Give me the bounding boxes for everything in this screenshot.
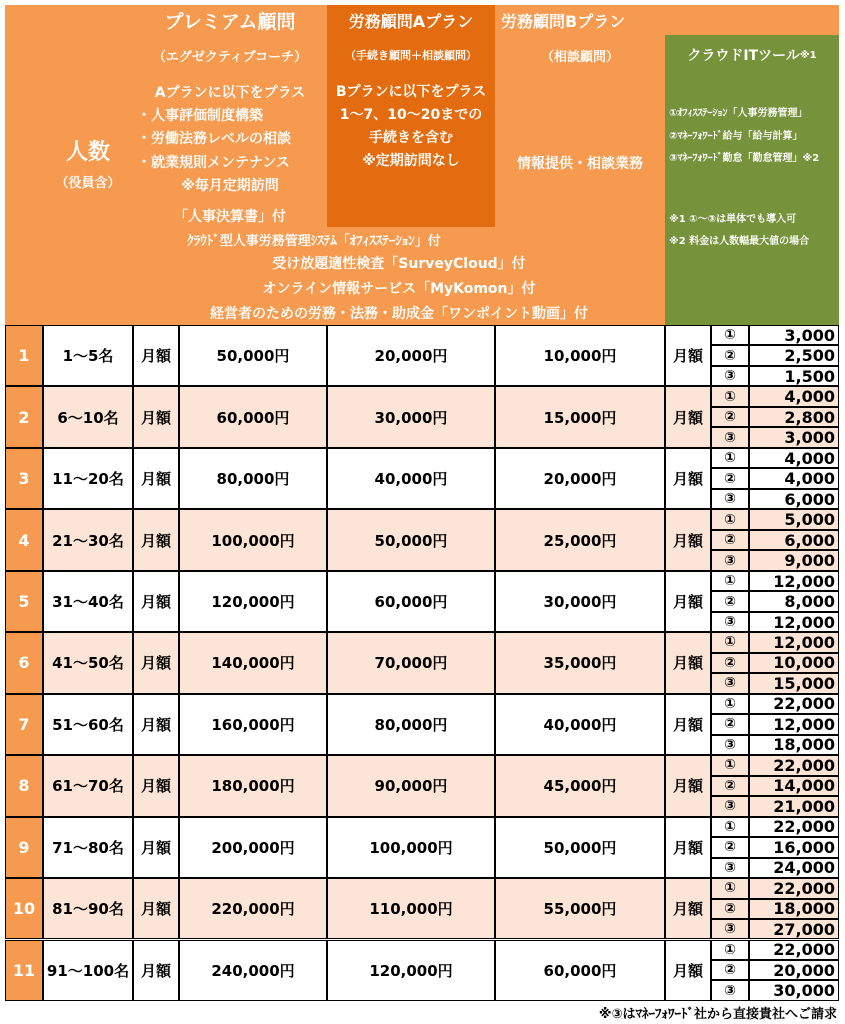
premium-price: 80,000円 bbox=[179, 448, 327, 509]
monthly-label: 月額 bbox=[133, 694, 179, 755]
it-tool-price: 9,000 bbox=[749, 550, 839, 570]
planA-price: 90,000円 bbox=[327, 755, 495, 816]
planA-price: 60,000円 bbox=[327, 571, 495, 632]
header-corner bbox=[5, 5, 43, 325]
it-item-number: ① bbox=[711, 817, 749, 837]
planA-price: 50,000円 bbox=[327, 509, 495, 570]
it-item-number: ③ bbox=[711, 980, 749, 1000]
it-tool-price: 14,000 bbox=[749, 776, 839, 796]
cloud-desc-line: ②ﾏﾈｰﾌｫﾜｰﾄﾞ給与「給与計算」 bbox=[669, 130, 803, 142]
planA-price: 120,000円 bbox=[327, 940, 495, 1001]
it-item-number: ① bbox=[711, 878, 749, 898]
monthly-label: 月額 bbox=[133, 632, 179, 693]
it-monthly-label: 月額 bbox=[665, 448, 711, 509]
row-number: 10 bbox=[5, 878, 43, 939]
premium-price: 220,000円 bbox=[179, 878, 327, 939]
it-tool-price: 22,000 bbox=[749, 817, 839, 837]
it-monthly-label: 月額 bbox=[665, 325, 711, 386]
it-tool-price: 22,000 bbox=[749, 694, 839, 714]
premium-price: 50,000円 bbox=[179, 325, 327, 386]
premium-desc-line: ・労働法務レベルの相談 bbox=[137, 131, 291, 148]
it-item-number: ② bbox=[711, 653, 749, 673]
it-tool-price: 8,000 bbox=[749, 591, 839, 611]
it-item-number: ③ bbox=[711, 427, 749, 447]
headcount-range: 1～5名 bbox=[43, 325, 133, 386]
it-item-number: ③ bbox=[711, 673, 749, 693]
planB-price: 30,000円 bbox=[495, 571, 665, 632]
it-monthly-label: 月額 bbox=[665, 878, 711, 939]
it-tool-price: 27,000 bbox=[749, 919, 839, 939]
planA-desc-line: ※定期訪問なし bbox=[362, 153, 460, 170]
premium-price: 160,000円 bbox=[179, 694, 327, 755]
planA-desc-line: 1～7、10～20までの bbox=[339, 107, 483, 124]
it-tool-price: 30,000 bbox=[749, 980, 839, 1000]
headcount-range: 6～10名 bbox=[43, 386, 133, 447]
planA-title: 労務顧問Aプラン bbox=[327, 5, 495, 35]
it-item-number: ② bbox=[711, 468, 749, 488]
it-tool-price: 22,000 bbox=[749, 878, 839, 898]
premium-price: 140,000円 bbox=[179, 632, 327, 693]
planB-price: 20,000円 bbox=[495, 448, 665, 509]
it-item-number: ③ bbox=[711, 612, 749, 632]
premium-price: 120,000円 bbox=[179, 571, 327, 632]
row-number: 6 bbox=[5, 632, 43, 693]
planA-price: 70,000円 bbox=[327, 632, 495, 693]
headcount-range: 91～100名 bbox=[43, 940, 133, 1001]
it-tool-price: 2,500 bbox=[749, 345, 839, 365]
headcount-range: 51～60名 bbox=[43, 694, 133, 755]
it-tool-price: 6,000 bbox=[749, 530, 839, 550]
cloud-note-line: ※1 ①～③は単体でも導入可 bbox=[669, 213, 797, 225]
it-item-number: ② bbox=[711, 530, 749, 550]
planA-price: 30,000円 bbox=[327, 386, 495, 447]
it-item-number: ② bbox=[711, 837, 749, 857]
planB-title: 労務顧問Bプラン bbox=[495, 5, 839, 35]
it-item-number: ③ bbox=[711, 919, 749, 939]
row-number: 5 bbox=[5, 571, 43, 632]
monthly-label: 月額 bbox=[133, 571, 179, 632]
headcount-sub: （役員含） bbox=[55, 175, 121, 191]
it-tool-price: 6,000 bbox=[749, 489, 839, 509]
planA-desc-line: Bプランに以下をプラス bbox=[335, 84, 487, 100]
headcount-range: 81～90名 bbox=[43, 878, 133, 939]
it-item-number: ② bbox=[711, 591, 749, 611]
it-tool-price: 20,000 bbox=[749, 960, 839, 980]
footnote: ※③はﾏﾈｰﾌｫﾜｰﾄﾞ社から直接貴社へご請求 bbox=[598, 1007, 837, 1022]
headcount-range: 41～50名 bbox=[43, 632, 133, 693]
planA-price: 80,000円 bbox=[327, 694, 495, 755]
cloud-desc-line: ③ﾏﾈｰﾌｫﾜｰﾄﾞ勤怠「勤怠管理」※2 bbox=[669, 153, 820, 164]
premium-price: 180,000円 bbox=[179, 755, 327, 816]
it-monthly-label: 月額 bbox=[665, 632, 711, 693]
row-number: 2 bbox=[5, 386, 43, 447]
it-monthly-label: 月額 bbox=[665, 571, 711, 632]
it-tool-price: 12,000 bbox=[749, 571, 839, 591]
planB-price: 35,000円 bbox=[495, 632, 665, 693]
row-number: 9 bbox=[5, 817, 43, 878]
it-item-number: ③ bbox=[711, 735, 749, 755]
row-number: 1 bbox=[5, 325, 43, 386]
planA-desc-line: 手続きを含む bbox=[369, 130, 453, 147]
it-tool-price: 12,000 bbox=[749, 632, 839, 652]
premium-desc-line: ・人事評価制度構築 bbox=[137, 108, 263, 125]
it-monthly-label: 月額 bbox=[665, 509, 711, 570]
it-item-number: ③ bbox=[711, 489, 749, 509]
premium-price: 200,000円 bbox=[179, 817, 327, 878]
headcount-range: 11～20名 bbox=[43, 448, 133, 509]
cloud-note-line: ※2 料金は人数幅最大値の場合 bbox=[669, 236, 810, 247]
monthly-label: 月額 bbox=[133, 509, 179, 570]
row-number: 11 bbox=[5, 940, 43, 1001]
it-tool-price: 4,000 bbox=[749, 386, 839, 406]
monthly-label: 月額 bbox=[133, 386, 179, 447]
it-item-number: ② bbox=[711, 776, 749, 796]
row-number: 7 bbox=[5, 694, 43, 755]
cloud-title bbox=[665, 35, 839, 75]
it-item-number: ① bbox=[711, 694, 749, 714]
row-number: 8 bbox=[5, 755, 43, 816]
planA-price: 40,000円 bbox=[327, 448, 495, 509]
monthly-label: 月額 bbox=[133, 325, 179, 386]
shared-row-mykomon: オンライン情報サービス「MyKomon」付 bbox=[133, 275, 665, 301]
planB-price: 40,000円 bbox=[495, 694, 665, 755]
it-item-number: ③ bbox=[711, 858, 749, 878]
planB-price: 50,000円 bbox=[495, 817, 665, 878]
premium-price: 100,000円 bbox=[179, 509, 327, 570]
monthly-label: 月額 bbox=[133, 448, 179, 509]
it-item-number: ① bbox=[711, 571, 749, 591]
planB-price: 45,000円 bbox=[495, 755, 665, 816]
it-item-number: ① bbox=[711, 386, 749, 406]
it-tool-price: 18,000 bbox=[749, 899, 839, 919]
premium-desc-line: ※毎月定期訪問 bbox=[181, 177, 279, 194]
row-number: 4 bbox=[5, 509, 43, 570]
monthly-label: 月額 bbox=[133, 817, 179, 878]
it-item-number: ① bbox=[711, 325, 749, 345]
premium-desc-line: Aプランに以下をプラス bbox=[154, 85, 306, 102]
it-tool-price: 15,000 bbox=[749, 673, 839, 693]
it-item-number: ① bbox=[711, 755, 749, 775]
it-item-number: ② bbox=[711, 407, 749, 427]
it-item-number: ② bbox=[711, 714, 749, 734]
headcount-range: 21～30名 bbox=[43, 509, 133, 570]
it-tool-price: 4,000 bbox=[749, 448, 839, 468]
headcount-header bbox=[43, 5, 133, 325]
planB-subtitle: （相談顧問） bbox=[495, 35, 665, 75]
shared-row-survey-cloud: 受け放題適性検査「SurveyCloud」付 bbox=[133, 251, 665, 275]
monthly-label: 月額 bbox=[133, 940, 179, 1001]
headcount-label: 人数 bbox=[65, 139, 110, 165]
premium-price: 60,000円 bbox=[179, 386, 327, 447]
it-monthly-label: 月額 bbox=[665, 694, 711, 755]
row-number: 3 bbox=[5, 448, 43, 509]
it-tool-price: 3,000 bbox=[749, 427, 839, 447]
planB-price: 25,000円 bbox=[495, 509, 665, 570]
it-monthly-label: 月額 bbox=[665, 755, 711, 816]
premium-price: 240,000円 bbox=[179, 940, 327, 1001]
it-tool-price: 10,000 bbox=[749, 653, 839, 673]
it-item-number: ② bbox=[711, 899, 749, 919]
it-tool-price: 22,000 bbox=[749, 755, 839, 775]
it-tool-price: 3,000 bbox=[749, 325, 839, 345]
it-tool-price: 12,000 bbox=[749, 612, 839, 632]
it-tool-price: 4,000 bbox=[749, 468, 839, 488]
monthly-label: 月額 bbox=[133, 755, 179, 816]
premium-report-note: 「人事決算書」付 bbox=[133, 205, 327, 227]
planA-subtitle: （手続き顧問＋相談顧問） bbox=[327, 35, 495, 75]
planB-price: 60,000円 bbox=[495, 940, 665, 1001]
it-item-number: ① bbox=[711, 632, 749, 652]
planA-description bbox=[327, 75, 495, 227]
planB-price: 10,000円 bbox=[495, 325, 665, 386]
it-item-number: ① bbox=[711, 509, 749, 529]
planA-price: 100,000円 bbox=[327, 817, 495, 878]
planB-description: 情報提供・相談業務 bbox=[495, 75, 665, 251]
it-tool-price: 21,000 bbox=[749, 796, 839, 816]
it-item-number: ③ bbox=[711, 550, 749, 570]
headcount-range: 61～70名 bbox=[43, 755, 133, 816]
monthly-label: 月額 bbox=[133, 878, 179, 939]
premium-description bbox=[133, 75, 327, 205]
premium-desc-line: ・就業規則メンテナンス bbox=[137, 154, 290, 171]
planB-price: 55,000円 bbox=[495, 878, 665, 939]
cloud-title-text: クラウドITツール bbox=[687, 48, 800, 64]
it-monthly-label: 月額 bbox=[665, 817, 711, 878]
premium-title: プレミアム顧問 bbox=[133, 5, 327, 35]
it-item-number: ① bbox=[711, 448, 749, 468]
headcount-range: 31～40名 bbox=[43, 571, 133, 632]
pricing-table bbox=[5, 5, 839, 1001]
it-tool-price: 5,000 bbox=[749, 509, 839, 529]
it-item-number: ② bbox=[711, 345, 749, 365]
it-monthly-label: 月額 bbox=[665, 386, 711, 447]
it-tool-price: 18,000 bbox=[749, 735, 839, 755]
it-item-number: ① bbox=[711, 940, 749, 960]
planB-price: 15,000円 bbox=[495, 386, 665, 447]
cloud-desc-line: ①ｵﾌｨｽｽﾃｰｼｮﾝ「人事労務管理」 bbox=[669, 108, 808, 119]
it-tool-price: 24,000 bbox=[749, 858, 839, 878]
it-tool-price: 16,000 bbox=[749, 837, 839, 857]
it-tool-price: 1,500 bbox=[749, 366, 839, 386]
it-tool-price: 12,000 bbox=[749, 714, 839, 734]
headcount-range: 71～80名 bbox=[43, 817, 133, 878]
it-item-number: ③ bbox=[711, 366, 749, 386]
planA-price: 20,000円 bbox=[327, 325, 495, 386]
planA-price: 110,000円 bbox=[327, 878, 495, 939]
it-tool-price: 22,000 bbox=[749, 940, 839, 960]
cloud-description bbox=[665, 75, 839, 325]
shared-row-office-station: ｸﾗｳﾄﾞ型人事労務管理ｼｽﾃﾑ「ｵﾌｨｽｽﾃｰｼｮﾝ」付 bbox=[133, 227, 495, 251]
shared-row-one-point-video: 経営者のための労務・法務・助成金「ワンポイント動画」付 bbox=[133, 301, 665, 325]
premium-subtitle: （エグゼクティブコーチ） bbox=[133, 35, 327, 75]
it-tool-price: 2,800 bbox=[749, 407, 839, 427]
it-item-number: ② bbox=[711, 960, 749, 980]
it-item-number: ③ bbox=[711, 796, 749, 816]
it-monthly-label: 月額 bbox=[665, 940, 711, 1001]
cloud-title-note: ※1 bbox=[799, 49, 817, 61]
